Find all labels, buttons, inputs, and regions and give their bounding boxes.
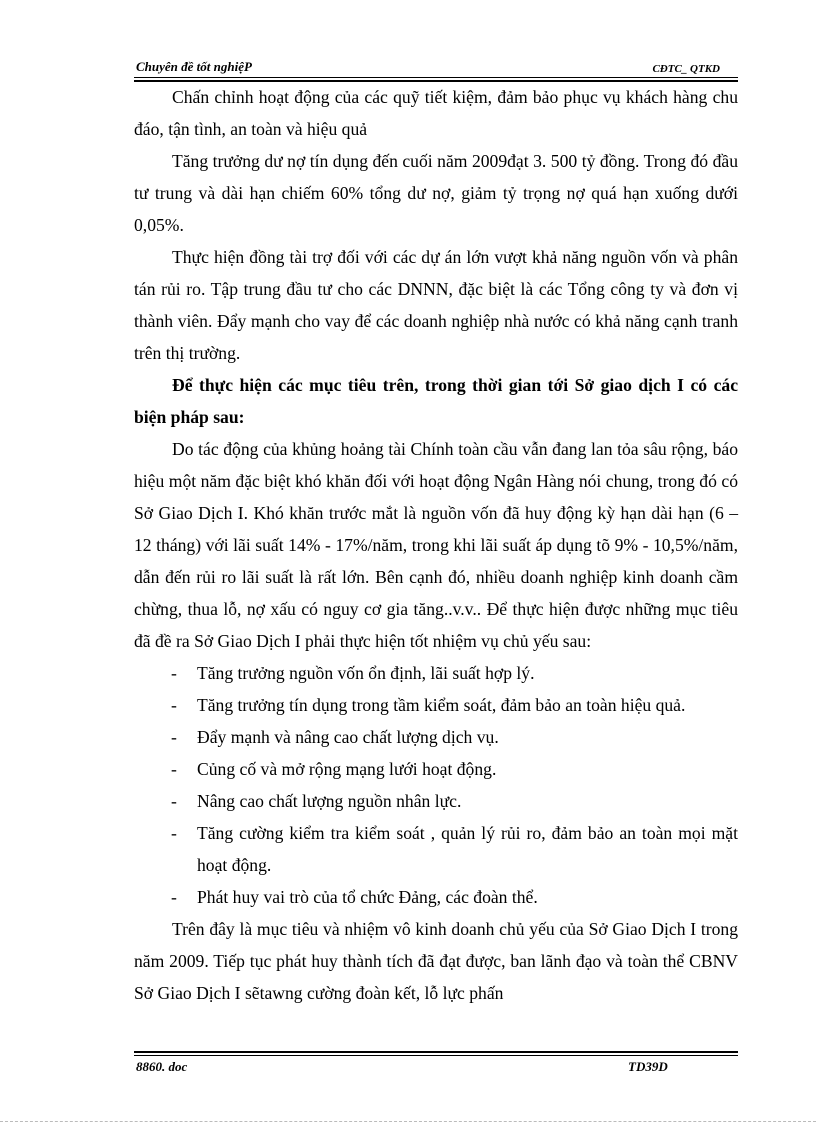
list-item-text: Phát huy vai trò của tổ chức Đảng, các đoàn thể. bbox=[197, 887, 538, 907]
footer-filename: 8860. doc bbox=[136, 1059, 188, 1074]
bullet-dash: - bbox=[171, 695, 177, 715]
bullet-dash: - bbox=[171, 791, 177, 811]
list-item bbox=[134, 657, 738, 689]
paragraph-closing: Trên đây là mục tiêu và nhiệm vô kinh doanh chủ yếu của Sở Giao Dịch I trong năm 2009. Tiếp tục phát huy thành tích đã đạt được, ban lãnh đạo và toàn thể CBNV Sở Giao Dịch I sẽtawng cường đoàn kết, lỗ lực phấn bbox=[134, 919, 738, 1003]
paragraph-savings: Chấn chỉnh hoạt động của các quỹ tiết kiệm, đảm bảo phục vụ khách hàng chu đáo, tận tình, an toàn và hiệu quả bbox=[134, 87, 738, 139]
list-item bbox=[134, 689, 738, 721]
header-title: Chuyên đề tốt nghiệP bbox=[136, 59, 252, 74]
bullet-dash: - bbox=[171, 823, 177, 843]
list-item-text: Tăng cường kiểm tra kiểm soát , quản lý rủi ro, đảm bảo an toàn mọi mặt hoạt động. bbox=[197, 823, 738, 875]
bold-heading: Để thực hiện các mục tiêu trên, trong thời gian tới Sở giao dịch I có các biện pháp sau: bbox=[134, 375, 738, 427]
list-item bbox=[134, 785, 738, 817]
list-item bbox=[134, 753, 738, 785]
page-body bbox=[134, 81, 738, 1009]
paragraph-co-financing: Thực hiện đồng tài trợ đối với các dự án lớn vượt khả năng nguồn vốn và phân tán rủi ro. Tập trung đầu tư cho các DNNN, đặc biệt là các Tổng công ty và đơn vị thành viên. Đẩy mạnh cho vay để các doanh nghiệp nhà nước có khả năng cạnh tranh trên thị trường. bbox=[134, 247, 738, 363]
bullet-dash: - bbox=[171, 727, 177, 747]
page-footer bbox=[134, 1059, 738, 1079]
bullet-dash: - bbox=[171, 759, 177, 779]
page-header bbox=[134, 58, 738, 78]
task-list bbox=[134, 657, 738, 913]
list-item bbox=[134, 817, 738, 881]
header-department: CĐTC_ QTKD bbox=[652, 63, 720, 75]
bullet-dash: - bbox=[171, 887, 177, 907]
paragraph-intro: Do tác động của khủng hoảng tài Chính toàn cầu vẫn đang lan tỏa sâu rộng, báo hiệu một năm đặc biệt khó khăn đối với hoạt động Ngân Hàng nói chung, trong đó có Sở Giao Dịch I. Khó khăn trước mắt là nguồn vốn đã huy động kỳ hạn dài hạn (6 – 12 tháng) với lãi suất 14% - 17%/năm, trong khi lãi suất áp dụng tõ 9% - 10,5%/năm, dẫn đến rủi ro lãi suất là rất lớn. Bên cạnh đó, nhiều doanh nghiệp kinh doanh cầm chừng, thua lỗ, nợ xấu có nguy cơ gia tăng..v.v.. Để thực hiện được những mục tiêu đã đề ra Sở Giao Dịch I phải thực hiện tốt nhiệm vụ chủ yếu sau: bbox=[134, 439, 738, 651]
list-item bbox=[134, 721, 738, 753]
paragraph-credit-growth: Tăng trưởng dư nợ tín dụng đến cuối năm 2009đạt 3. 500 tỷ đồng. Trong đó đầu tư trung và dài hạn chiếm 60% tổng dư nợ, giảm tỷ trọng nợ quá hạn xuống dưới 0,05%. bbox=[134, 151, 738, 235]
page-edge-divider bbox=[0, 1121, 816, 1122]
list-item bbox=[134, 881, 738, 913]
footer-rule-thick bbox=[134, 1051, 738, 1053]
footer-code: TD39D bbox=[628, 1059, 668, 1074]
list-item-text: Đẩy mạnh và nâng cao chất lượng dịch vụ. bbox=[197, 727, 499, 747]
list-item-text: Tăng trưởng nguồn vốn ổn định, lãi suất hợp lý. bbox=[197, 663, 535, 683]
list-item-text: Tăng trưởng tín dụng trong tầm kiểm soát, đảm bảo an toàn hiệu quả. bbox=[197, 695, 686, 715]
list-item-text: Củng cố và mở rộng mạng lưới hoạt động. bbox=[197, 759, 497, 779]
footer-rule-thin bbox=[134, 1055, 738, 1056]
bullet-dash: - bbox=[171, 663, 177, 683]
list-item-text: Nâng cao chất lượng nguồn nhân lực. bbox=[197, 791, 462, 811]
header-rule-thin bbox=[134, 77, 738, 78]
